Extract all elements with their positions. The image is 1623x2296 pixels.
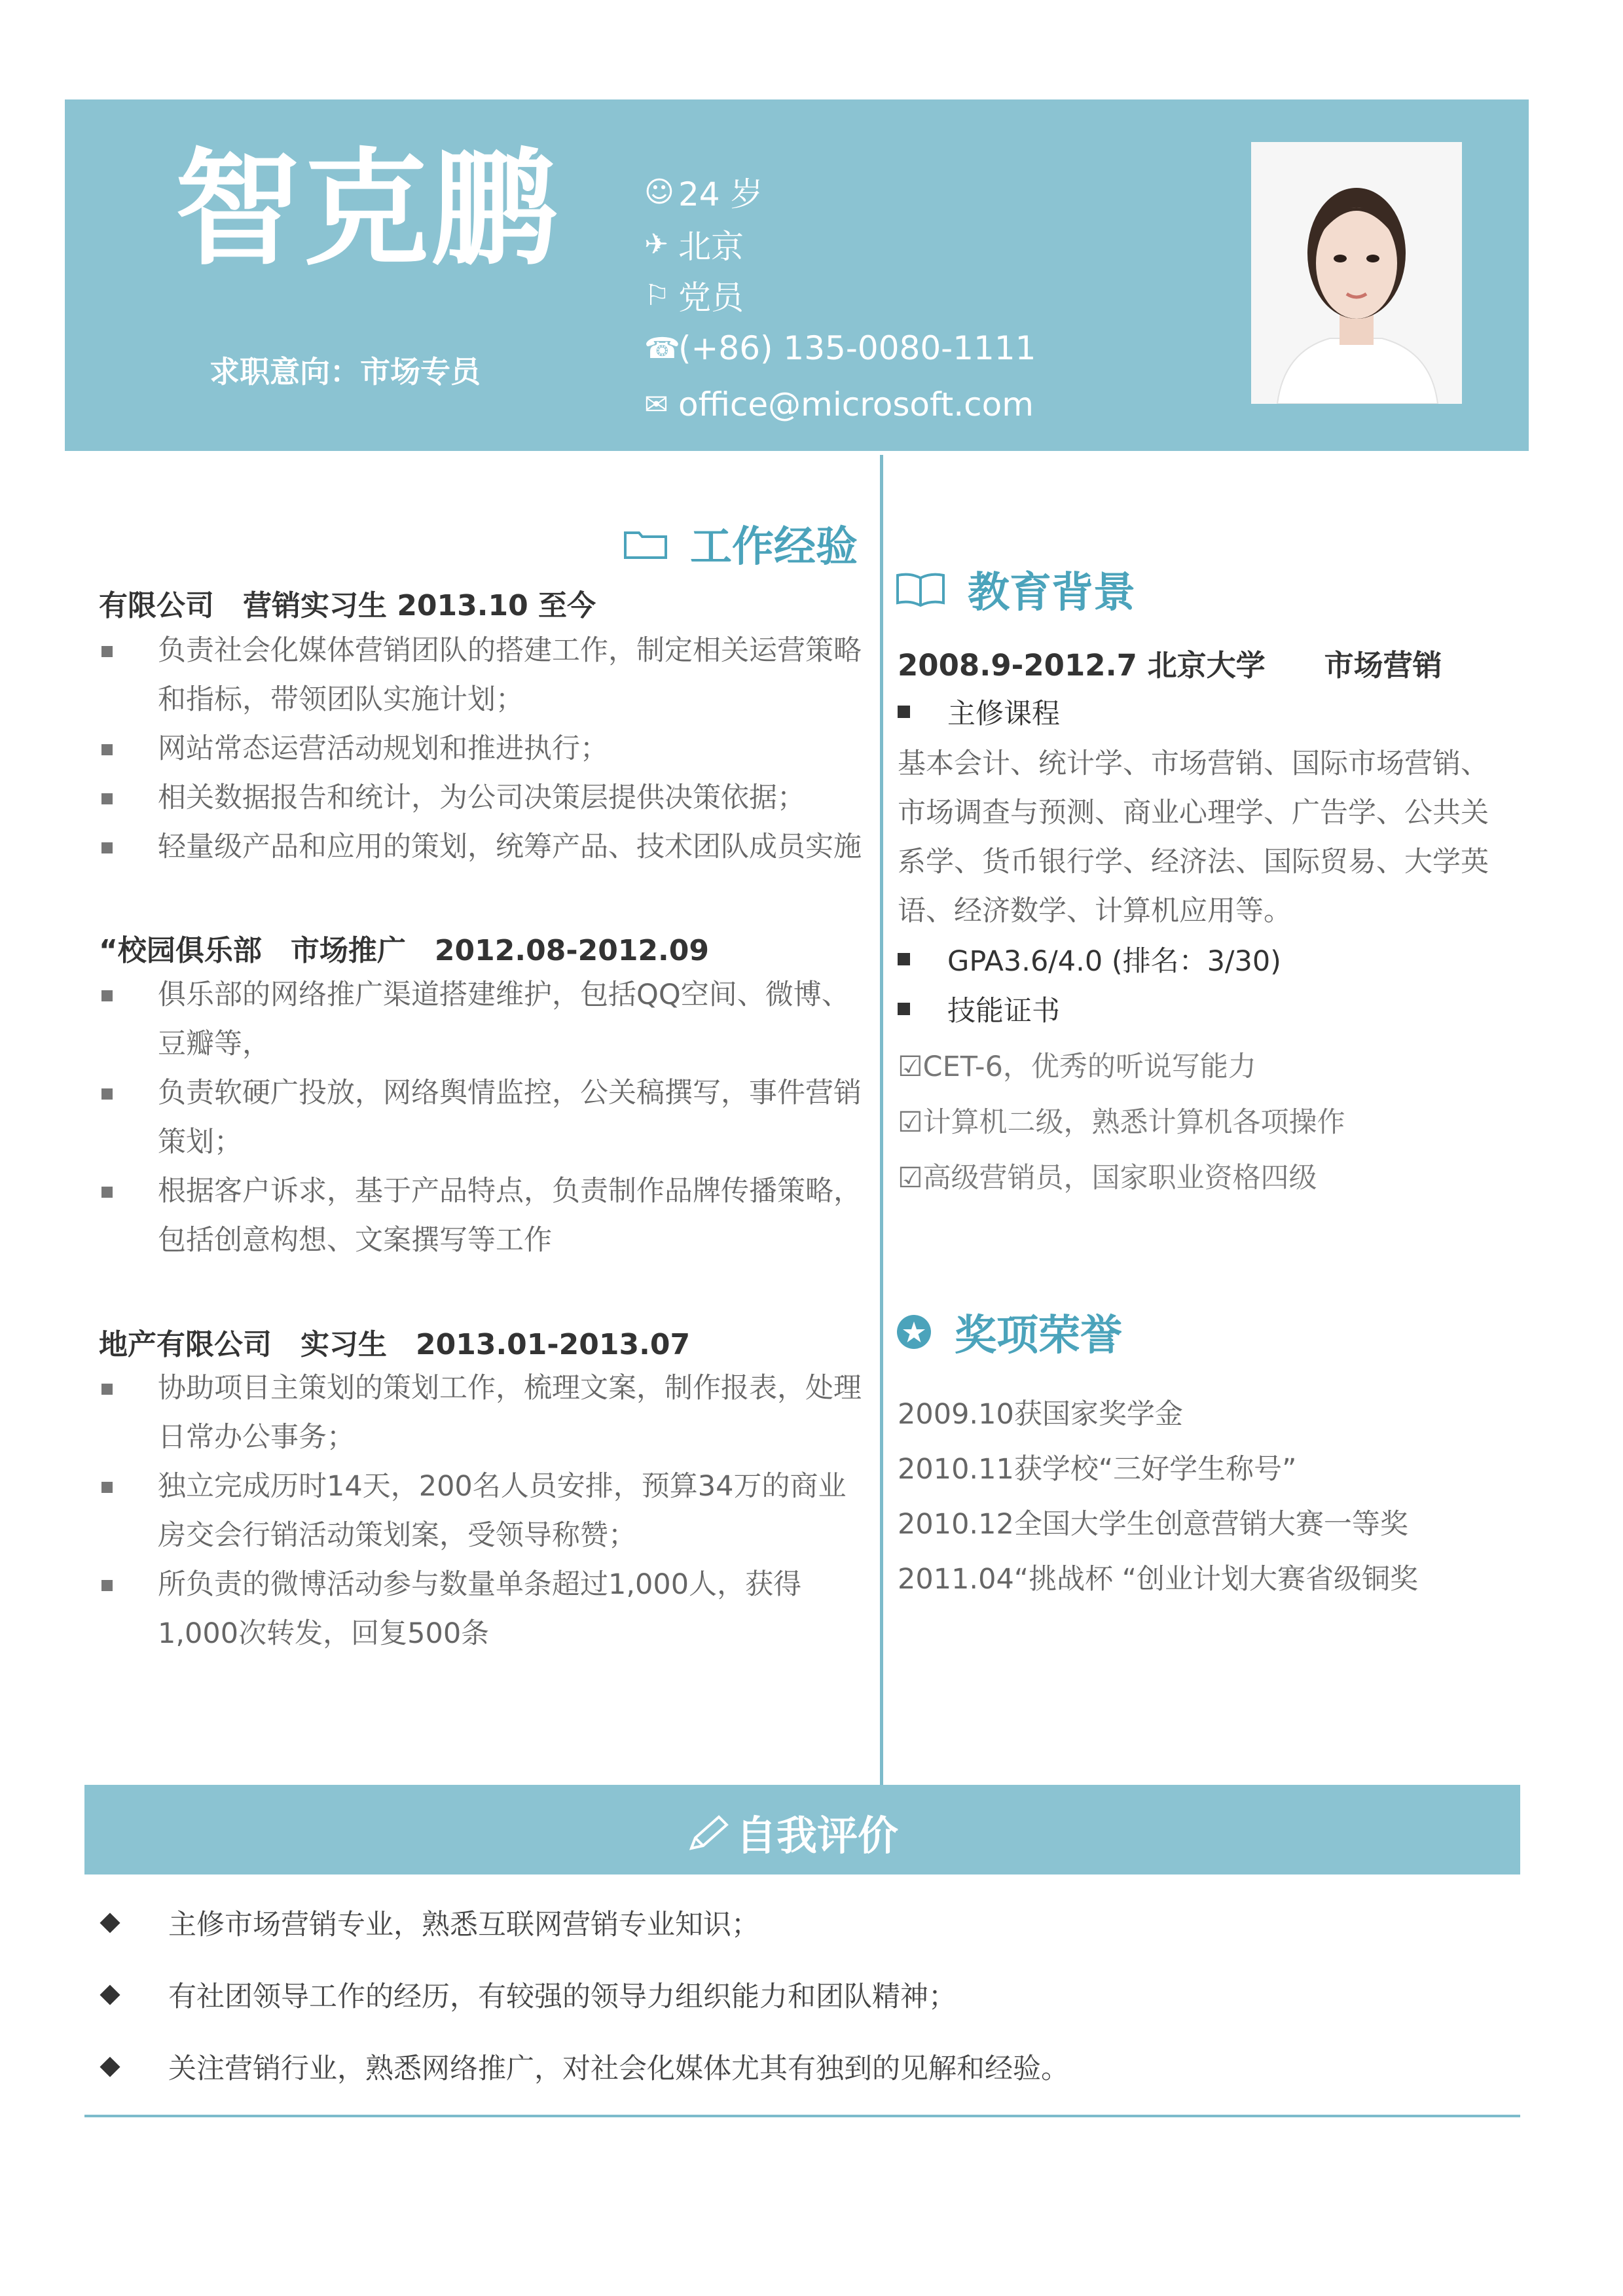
cert-item: ☑CET-6，优秀的听说写能力 (898, 1050, 1256, 1083)
info-phone (644, 325, 1036, 371)
star-icon (896, 1314, 932, 1350)
job-heading: 地产有限公司 实习生 2013.01-2013.07 (99, 1328, 691, 1361)
education-heading-text: 教育背景 (968, 569, 1135, 617)
pencil-icon (687, 1813, 731, 1852)
award-item: 2009.10获国家奖学金 (898, 1398, 1183, 1431)
diamond-bullet-icon (100, 1912, 120, 1933)
job-bullets (99, 971, 866, 1265)
folder-icon (623, 527, 668, 560)
courses-text: 基本会计、统计学、市场营销、国际市场营销、市场调查与预测、商业心理学、广告学、公共关系学、货币银行学、经济法、国际贸易、大学英语、经济数学、计算机应用等。 (898, 747, 1489, 927)
self-eval-item: 主修市场营销专业，熟悉互联网营销专业知识； (99, 1903, 759, 1943)
diamond-bullet-icon (100, 1984, 120, 2005)
phone-text: (+86) 135-0080-1111 (678, 329, 1036, 367)
bottom-rule (84, 2115, 1520, 2117)
party-text: 党员 (678, 279, 744, 317)
courses-label: 主修课程 (898, 692, 1060, 732)
awards-heading (896, 1302, 1122, 1361)
list-item: 所负责的微博活动参与数量单条超过1,000人，获得1,000次转发，回复500条 (99, 1560, 866, 1659)
info-city (644, 221, 744, 267)
list-item: 负责软硬广投放，网络舆情监控，公关稿撰写，事件营销策划； (99, 1069, 866, 1167)
work-heading (623, 514, 858, 573)
job-heading: 有限公司 营销实习生 2013.10 至今 (99, 589, 596, 622)
flag-icon: ⚐ (644, 278, 670, 312)
info-age (644, 169, 763, 215)
list-item: 根据客户诉求，基于产品特点，负责制作品牌传播策略，包括创意构想、文案撰写等工作 (99, 1167, 866, 1265)
self-eval-item: 有社团领导工作的经历，有较强的领导力组织能力和团队精神； (99, 1975, 957, 2015)
list-item: 独立完成历时14天，200名人员安排，预算34万的商业房交会行销活动策划案，受领导称赞； (99, 1462, 866, 1560)
column-divider (880, 455, 883, 1793)
list-item: 轻量级产品和应用的策划，统筹产品、技术团队成员实施 (99, 823, 866, 872)
envelope-icon: ✉ (644, 387, 668, 422)
award-item: 2010.12全国大学生创意营销大赛一等奖 (898, 1508, 1408, 1541)
plane-icon: ✈ (644, 227, 668, 261)
self-eval-item: 关注营销行业，熟悉网络推广，对社会化媒体尤其有独到的见解和经验。 (99, 2047, 1069, 2087)
list-item: 协助项目主策划的策划工作，梳理文案，制作报表，处理日常办公事务； (99, 1364, 866, 1462)
list-item: 网站常态运营活动规划和推进执行； (99, 725, 866, 774)
job-heading: “校园俱乐部 市场推广 2012.08-2012.09 (99, 934, 709, 967)
awards-heading-text: 奖项荣誉 (955, 1312, 1122, 1360)
list-item: 相关数据报告和统计，为公司决策层提供决策依据； (99, 774, 866, 823)
city-text: 北京 (678, 228, 744, 266)
candidate-name: 智克鹏 (175, 137, 560, 283)
award-item: 2010.11获学校“三好学生称号” (898, 1453, 1297, 1486)
gpa-row: GPA3.6/4.0 (排名：3/30) (898, 939, 1281, 979)
education-school: 2008.9-2012.7 北京大学 市场营销 (898, 648, 1442, 683)
job-intent: 求职意向：市场专员 (210, 354, 481, 389)
diamond-bullet-icon (100, 2056, 120, 2077)
info-party (644, 272, 744, 318)
profile-photo (1251, 142, 1462, 404)
self-eval-heading-text: 自我评价 (736, 1812, 899, 1859)
education-heading (896, 560, 1135, 619)
list-item: 俱乐部的网络推广渠道搭建维护，包括QQ空间、微博、豆瓣等， (99, 971, 866, 1069)
info-email (644, 382, 1034, 427)
work-heading-text: 工作经验 (690, 523, 858, 571)
email-text: office@microsoft.com (678, 386, 1034, 423)
cert-label: 技能证书 (898, 989, 1060, 1029)
cert-item: ☑高级营销员，国家职业资格四级 (898, 1162, 1317, 1194)
job-bullets (99, 626, 866, 872)
self-eval-heading (687, 1803, 898, 1861)
book-icon (896, 571, 945, 607)
job-bullets (99, 1364, 866, 1659)
smiley-icon: ☺ (644, 175, 674, 209)
cert-item: ☑计算机二级，熟悉计算机各项操作 (898, 1106, 1345, 1139)
phone-icon: ☎ (644, 331, 680, 365)
age-text: 24 岁 (678, 175, 763, 213)
award-item: 2011.04“挑战杯 “创业计划大赛省级铜奖 (898, 1563, 1419, 1596)
list-item: 负责社会化媒体营销团队的搭建工作，制定相关运营策略和指标，带领团队实施计划； (99, 626, 866, 725)
